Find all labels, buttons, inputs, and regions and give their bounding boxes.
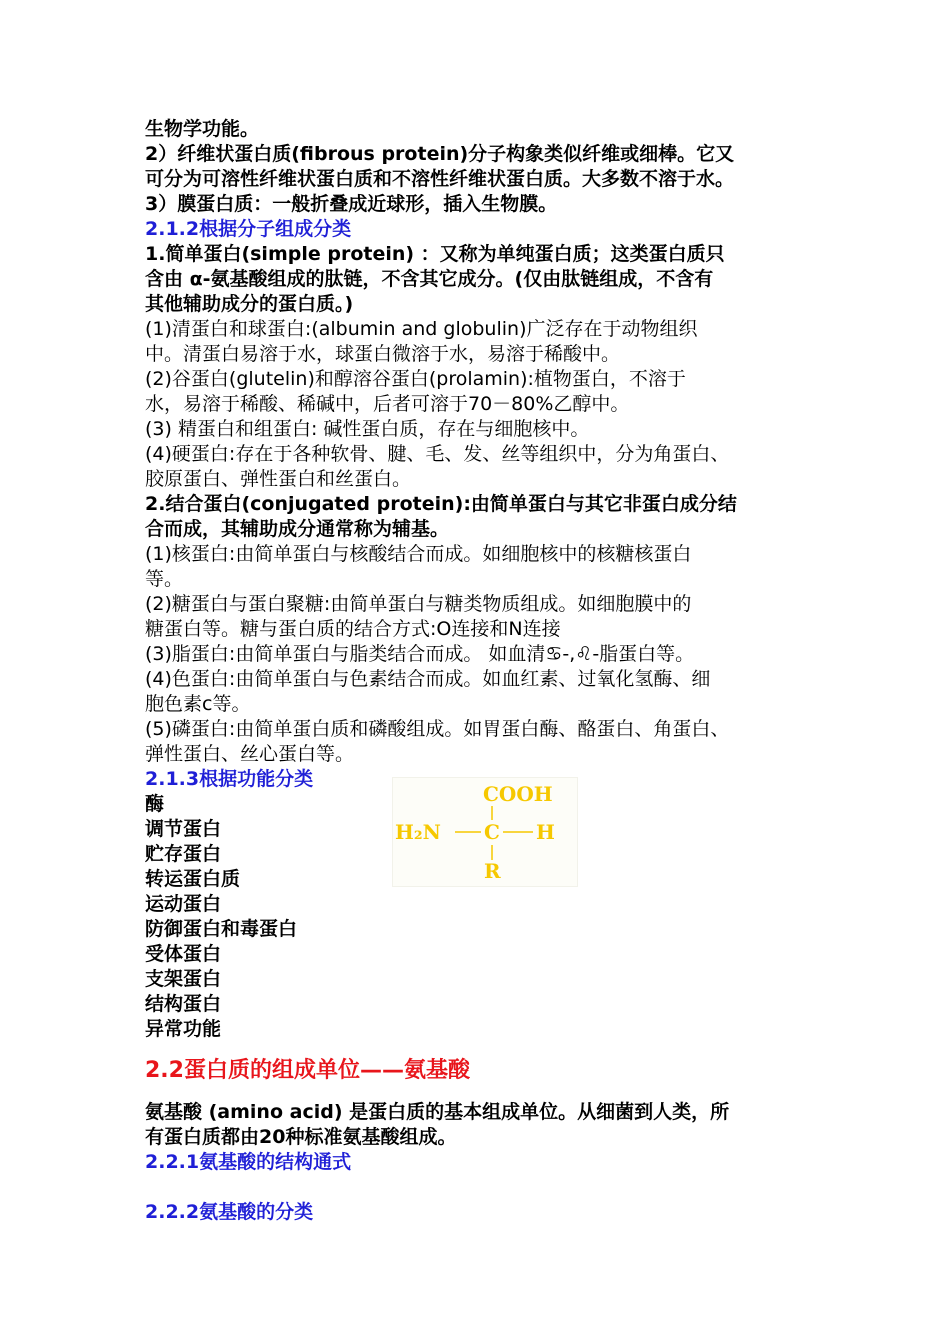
bold-text-line: 1.简单蛋白(simple protein) ：又称为单纯蛋白质；这类蛋白质只	[145, 243, 725, 265]
text-line: (3) 精蛋白和组蛋白: 碱性蛋白质，存在与细胞核中。	[145, 418, 590, 440]
bold-text-line: 生物学功能。	[145, 118, 260, 140]
text-line: (1)清蛋白和球蛋白:(albumin and globulin)广泛存在于动物组织	[145, 318, 698, 340]
blank-line	[145, 1175, 815, 1200]
formula-right: H	[536, 820, 555, 844]
bold-text-line: 贮存蛋白	[145, 843, 222, 865]
bold-text-line: 转运蛋白质	[145, 868, 241, 890]
document-body	[145, 117, 815, 1225]
text-line: (4)硬蛋白:存在于各种软骨、腱、毛、发、丝等组织中，分为角蛋白、	[145, 443, 730, 465]
text-line: (2)谷蛋白(glutelin)和醇溶谷蛋白(prolamin):植物蛋白，不溶于	[145, 368, 686, 390]
bold-text-line: 含由 α-氨基酸组成的肽链，不含其它成分。(仅由肽链组成，不含有	[145, 268, 714, 290]
text-line: 等。	[145, 568, 184, 590]
bold-text-line: 防御蛋白和毒蛋白	[145, 918, 298, 940]
bold-text-line: 运动蛋白	[145, 893, 222, 915]
text-line: (3)脂蛋白:由简单蛋白与脂类结合而成。 如血清♋-,♌-脂蛋白等。	[145, 643, 695, 665]
bold-text-line: 其他辅助成分的蛋白质。)	[145, 293, 354, 315]
text-line: (2)糖蛋白与蛋白聚糖:由简单蛋白与糖类物质组成。如细胞膜中的	[145, 593, 692, 615]
text-line: 胞色素c等。	[145, 693, 251, 715]
text-line: (1)核蛋白:由简单蛋白与核酸结合而成。如细胞核中的核糖核蛋白	[145, 543, 692, 565]
bold-text-line: 3）膜蛋白质：一般折叠成近球形，插入生物膜。	[145, 193, 558, 215]
bold-text-line: 2.结合蛋白(conjugated protein):由简单蛋白与其它非蛋白成分结	[145, 493, 737, 515]
formula-svg	[393, 778, 577, 886]
amino-acid-structure-formula	[392, 777, 578, 887]
formula-center: C	[484, 820, 500, 844]
bold-text-line: 可分为可溶性纤维状蛋白质和不溶性纤维状蛋白质。大多数不溶于水。	[145, 168, 735, 190]
bold-text-line: 结构蛋白	[145, 993, 222, 1015]
subsection-heading: 2.1.3根据功能分类	[145, 768, 314, 790]
bold-text-line: 支架蛋白	[145, 968, 222, 990]
bold-text-line: 酶	[145, 793, 165, 815]
bold-text-line: 调节蛋白	[145, 818, 222, 840]
text-line: 糖蛋白等。糖与蛋白质的结合方式:O连接和N连接	[145, 618, 561, 640]
subsection-heading: 2.1.2根据分子组成分类	[145, 218, 352, 240]
formula-left: H₂N	[395, 820, 441, 844]
bold-text-line: 受体蛋白	[145, 943, 222, 965]
text-line: 胶原蛋白、弹性蛋白和丝蛋白。	[145, 468, 412, 490]
subsection-heading: 2.2.2氨基酸的分类	[145, 1201, 314, 1223]
text-line: 中。清蛋白易溶于水，球蛋白微溶于水，易溶于稀酸中。	[145, 343, 621, 365]
bold-text-line: 合而成，其辅助成分通常称为辅基。	[145, 518, 450, 540]
bold-text-line: 异常功能	[145, 1018, 222, 1040]
subsection-heading: 2.2.1氨基酸的结构通式	[145, 1151, 352, 1173]
formula-bottom: R	[484, 859, 501, 883]
bold-text-line: 氨基酸 (amino acid) 是蛋白质的基本组成单位。从细菌到人类，所	[145, 1101, 730, 1123]
formula-top: COOH	[483, 782, 553, 806]
text-line: (4)色蛋白:由简单蛋白与色素结合而成。如血红素、过氧化氢酶、细	[145, 668, 711, 690]
text-line: (5)磷蛋白:由简单蛋白质和磷酸组成。如胃蛋白酶、酪蛋白、角蛋白、	[145, 718, 730, 740]
text-line: 弹性蛋白、丝心蛋白等。	[145, 743, 355, 765]
section-heading: 2.2蛋白质的组成单位——氨基酸	[145, 1058, 470, 1083]
bold-text-line: 有蛋白质都由20种标准氨基酸组成。	[145, 1126, 457, 1148]
bold-text-line: 2）纤维状蛋白质(fibrous protein)分子构象类似纤维或细棒。它又	[145, 143, 735, 165]
text-line: 水，易溶于稀酸、稀碱中，后者可溶于70－80%乙醇中。	[145, 393, 630, 415]
